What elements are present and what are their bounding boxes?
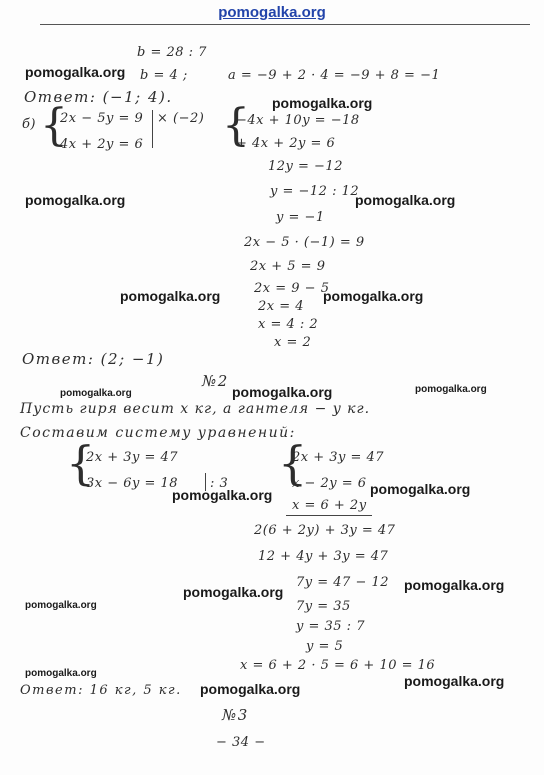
step-x-final: x = 6 + 2 · 5 = 6 + 10 = 16 bbox=[240, 658, 436, 673]
system-2-divider: : 3 bbox=[210, 476, 229, 491]
watermark-16: pomogalka.org bbox=[200, 681, 301, 697]
line-b-div: b = 28 : 7 bbox=[137, 45, 207, 60]
step-expand: 12 + 4y + 3y = 47 bbox=[258, 549, 389, 564]
watermark-14: pomogalka.org bbox=[25, 600, 97, 611]
step-subst-2: 2(6 + 2y) + 3y = 47 bbox=[254, 523, 396, 538]
page-number: − 34 − bbox=[216, 735, 266, 750]
watermark-2: pomogalka.org bbox=[272, 95, 373, 111]
system-2-eq1: 2x + 3y = 47 bbox=[86, 450, 179, 465]
step-x-div: x = 4 : 2 bbox=[258, 317, 319, 332]
site-header-link[interactable]: pomogalka.org bbox=[218, 4, 326, 21]
step-7y: 7y = 35 bbox=[296, 599, 351, 614]
step-12y: 12y = −12 bbox=[268, 159, 343, 174]
system-brace-2: { bbox=[66, 436, 96, 490]
system-b-eq1: 2x − 5y = 9 bbox=[60, 111, 144, 126]
watermark-11: pomogalka.org bbox=[370, 481, 471, 497]
watermark-1: pomogalka.org bbox=[25, 64, 126, 80]
task-3-number: №3 bbox=[222, 706, 249, 724]
watermark-7: pomogalka.org bbox=[60, 388, 132, 399]
watermark-9: pomogalka.org bbox=[415, 384, 487, 395]
part-b-label: б) bbox=[22, 117, 37, 132]
step-7y-diff: 7y = 47 − 12 bbox=[296, 575, 390, 590]
multiplier-bar bbox=[152, 110, 153, 148]
step-x-express: x = 6 + 2y bbox=[292, 498, 367, 513]
system-2-eq2: 3x − 6y = 18 bbox=[86, 476, 179, 491]
watermark-15: pomogalka.org bbox=[25, 668, 97, 679]
system-brace-b2: { bbox=[222, 100, 250, 151]
step-y: y = −1 bbox=[276, 210, 325, 225]
system-brace-2b: { bbox=[278, 436, 308, 490]
step-2x-plus: 2x + 5 = 9 bbox=[250, 259, 326, 274]
sum-eq1: −4x + 10y = −18 bbox=[236, 113, 360, 128]
answer-a: Ответ: (−1; 4). bbox=[24, 88, 173, 106]
answer-b: Ответ: (2; −1) bbox=[22, 350, 165, 368]
watermark-5: pomogalka.org bbox=[120, 288, 221, 304]
watermark-12: pomogalka.org bbox=[183, 584, 284, 600]
line-a-value: a = −9 + 2 · 4 = −9 + 8 = −1 bbox=[228, 68, 441, 83]
step-subst: 2x − 5 · (−1) = 9 bbox=[244, 235, 365, 250]
step-2x-diff: 2x = 9 − 5 bbox=[254, 281, 330, 296]
system-brace-b: { bbox=[40, 100, 68, 151]
underline-x-express bbox=[286, 515, 372, 516]
system-b-eq2: 4x + 2y = 6 bbox=[60, 137, 144, 152]
system-b-multiplier: × (−2) bbox=[157, 111, 205, 126]
top-rule bbox=[40, 24, 530, 25]
task-2-number: №2 bbox=[202, 372, 229, 390]
sum-eq2: + 4x + 2y = 6 bbox=[236, 136, 336, 151]
watermark-8: pomogalka.org bbox=[232, 384, 333, 400]
answer-2: Ответ: 16 кг, 5 кг. bbox=[20, 683, 182, 698]
step-y-2: y = 5 bbox=[306, 639, 344, 654]
step-x: x = 2 bbox=[274, 335, 312, 350]
watermark-10: pomogalka.org bbox=[172, 487, 273, 503]
watermark-6: pomogalka.org bbox=[323, 288, 424, 304]
step-y-div: y = −12 : 12 bbox=[270, 184, 360, 199]
task-2-system-intro: Составим систему уравнений: bbox=[20, 425, 296, 441]
step-y-div-2: y = 35 : 7 bbox=[296, 619, 365, 634]
watermark-3: pomogalka.org bbox=[25, 192, 126, 208]
step-2x: 2x = 4 bbox=[258, 299, 305, 314]
watermark-4: pomogalka.org bbox=[355, 192, 456, 208]
system-2b-eq1: 2x + 3y = 47 bbox=[292, 450, 385, 465]
watermark-17: pomogalka.org bbox=[404, 673, 505, 689]
task-2-let: Пусть гиря весит x кг, а гантеля − y кг. bbox=[20, 401, 371, 417]
line-b-value: b = 4 ; bbox=[140, 68, 188, 83]
system-2b-eq2: x − 2y = 6 bbox=[292, 476, 367, 491]
watermark-13: pomogalka.org bbox=[404, 577, 505, 593]
